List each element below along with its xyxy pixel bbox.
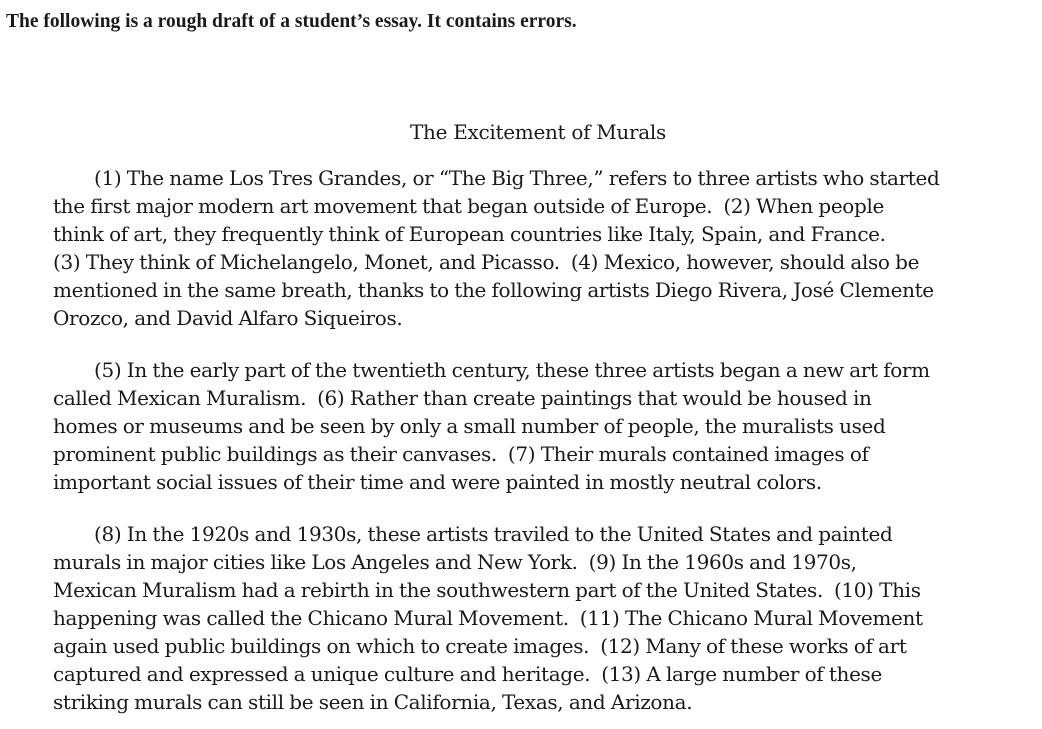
paragraph-line: (5) In the early part of the twentieth century, these three artists began a new art form bbox=[94, 358, 930, 382]
paragraph-line: captured and expressed a unique culture and heritage. (13) A large number of these bbox=[53, 662, 882, 686]
paragraph-line: murals in major cities like Los Angeles and New York. (9) In the 1960s and 1970s, bbox=[53, 550, 857, 574]
paragraph-line: prominent public buildings as their canvases. (7) Their murals contained images of bbox=[53, 442, 869, 466]
paragraph-line: happening was called the Chicano Mural Movement. (11) The Chicano Mural Movement bbox=[53, 606, 923, 630]
paragraph-line: (1) The name Los Tres Grandes, or “The Big Three,” refers to three artists who started bbox=[94, 166, 940, 190]
paragraph-line: homes or museums and be seen by only a small number of people, the muralists used bbox=[53, 414, 886, 438]
paragraph-line: (8) In the 1920s and 1930s, these artists traviled to the United States and painted bbox=[94, 522, 893, 546]
paragraph-line: mentioned in the same breath, thanks to the following artists Diego Rivera, José Clemente bbox=[53, 278, 934, 302]
paragraph-line: striking murals can still be seen in California, Texas, and Arizona. bbox=[53, 690, 693, 714]
paragraph-line: Mexican Muralism had a rebirth in the southwestern part of the United States. (10) This bbox=[53, 578, 921, 602]
essay-paragraph-1 bbox=[53, 164, 939, 332]
paragraph-line: (3) They think of Michelangelo, Monet, and Picasso. (4) Mexico, however, should also be bbox=[53, 250, 920, 274]
essay-paragraph-2 bbox=[53, 356, 930, 496]
paragraph-line: think of art, they frequently think of European countries like Italy, Spain, and France. bbox=[53, 222, 886, 246]
essay-paragraph-3 bbox=[53, 520, 923, 716]
paragraph-line: the first major modern art movement that began outside of Europe. (2) When people bbox=[53, 194, 884, 218]
paragraph-line: important social issues of their time and were painted in mostly neutral colors. bbox=[53, 470, 822, 494]
intro-instruction: The following is a rough draft of a student’s essay. It contains errors. bbox=[6, 11, 577, 32]
paragraph-line: Orozco, and David Alfaro Siqueiros. bbox=[53, 306, 403, 330]
paragraph-line: again used public buildings on which to create images. (12) Many of these works of art bbox=[53, 634, 907, 658]
paragraph-line: called Mexican Muralism. (6) Rather than create paintings that would be housed in bbox=[53, 386, 872, 410]
essay-title: The Excitement of Murals bbox=[410, 120, 666, 144]
